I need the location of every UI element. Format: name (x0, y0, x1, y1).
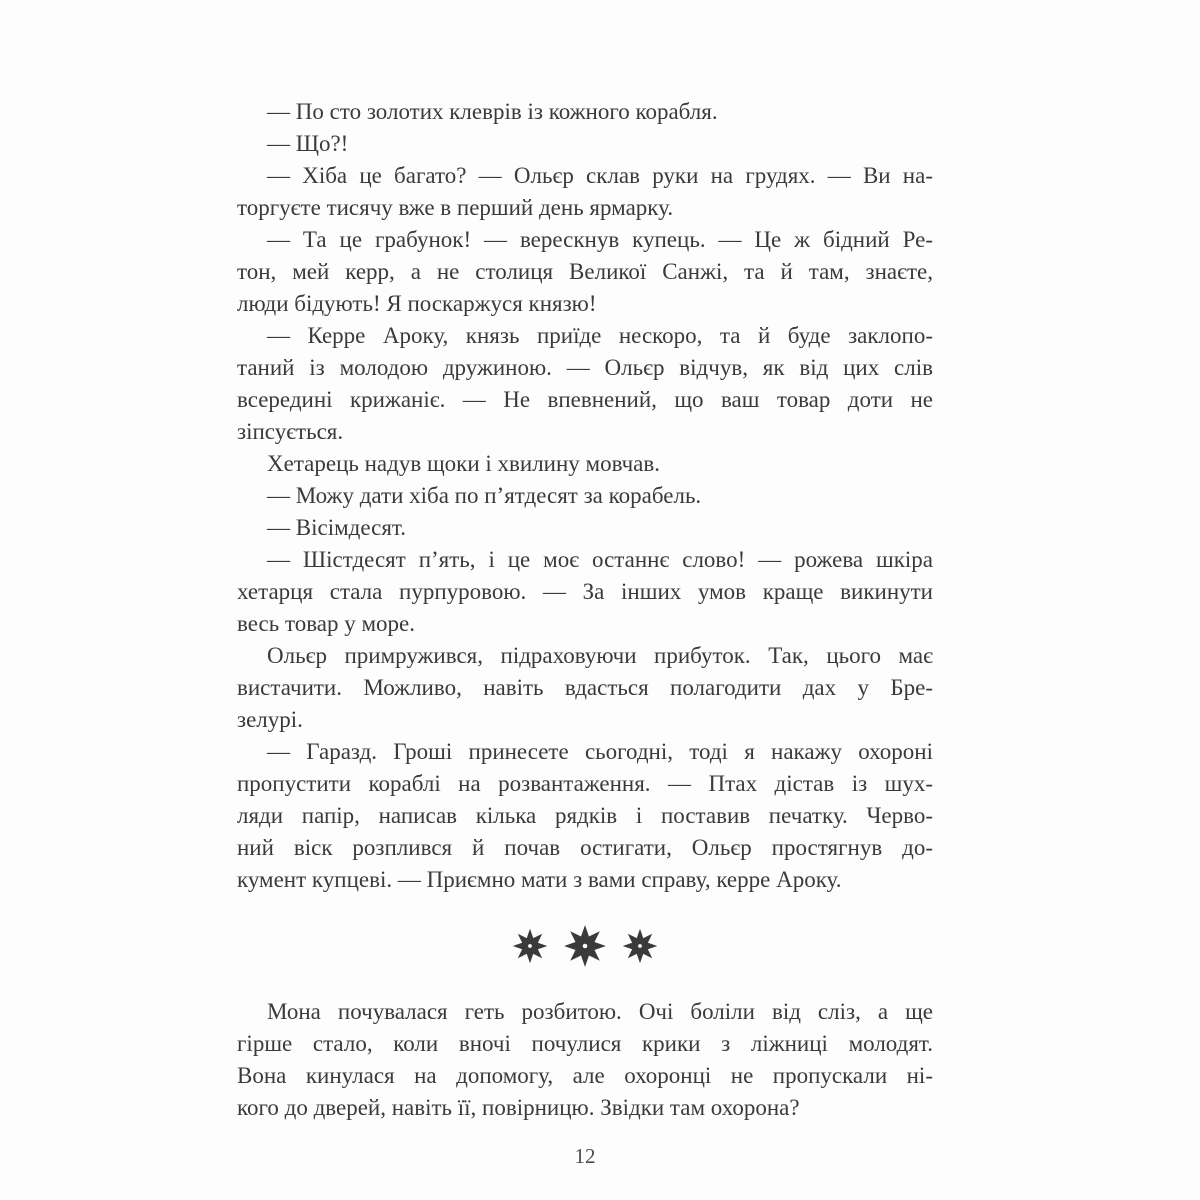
paragraph (237, 640, 933, 736)
text-line: Ольєр примружився, підраховуючи прибуток. Так, цього має (267, 643, 933, 668)
section-separator (237, 896, 933, 996)
text-line: торгуєте тисячу вже в перший день ярмарку. (237, 195, 674, 220)
body-text (237, 96, 933, 1124)
star-separator-icon (562, 923, 608, 969)
star-separator-icon (621, 927, 659, 965)
paragraph (237, 448, 933, 480)
text-line: — Шістдесят п’ять, і це моє останнє слово! — рожева шкіра (267, 547, 933, 572)
text-line: Мона почувалася геть розбитою. Очі боліли від сліз, а ще (267, 999, 933, 1024)
paragraph (237, 512, 933, 544)
paragraph (237, 320, 933, 448)
text-line: Вона кинулася на допомогу, але охоронці не пропускали ні- (237, 1063, 933, 1088)
text-line: — Керре Ароку, князь приїде нескоро, та й буде заклопо- (267, 323, 933, 348)
text-line: пропустити кораблі на розвантаження. — Птах дістав із шух- (237, 771, 933, 796)
paragraph (237, 544, 933, 640)
text-line: — Вісімдесят. (267, 515, 406, 540)
text-line: всередині крижаніє. — Не впевнений, що ваш товар доти не (237, 387, 933, 412)
paragraph (237, 480, 933, 512)
text-line: — По сто золотих клеврів із кожного корабля. (267, 99, 718, 124)
text-line: весь товар у море. (237, 611, 415, 636)
page-number: 12 (574, 1144, 596, 1168)
paragraph (237, 160, 933, 224)
text-line: — Гаразд. Гроші принесете сьогодні, тоді я накажу охороні (267, 739, 933, 764)
star-separator-icon (511, 927, 549, 965)
text-line: — Що?! (267, 131, 349, 156)
text-line: тон, мей керр, а не столиця Великої Санжі, та й там, знаєте, (237, 259, 933, 284)
paragraph (237, 996, 933, 1124)
text-line: — Хіба це багато? — Ольєр склав руки на грудях. — Ви на- (267, 163, 933, 188)
paragraph (237, 224, 933, 320)
text-line: зелурі. (237, 707, 303, 732)
text-line: кого до дверей, навіть її, повірницю. Звідки там охорона? (237, 1095, 800, 1120)
text-line: ний віск розплився й почав остигати, Ольєр простягнув до- (237, 835, 933, 860)
paragraph (237, 736, 933, 896)
paragraph (237, 96, 933, 128)
text-line: люди бідують! Я поскаржуся князю! (237, 291, 597, 316)
text-line: зіпсується. (237, 419, 344, 444)
text-line: — Та це грабунок! — верескнув купець. — Це ж бідний Ре- (267, 227, 933, 252)
text-line: таний із молодою дружиною. — Ольєр відчув, як від цих слів (237, 355, 933, 380)
text-line: хетарця стала пурпуровою. — За інших умов краще викинути (237, 579, 933, 604)
paragraph (237, 128, 933, 160)
text-line: Хетарець надув щоки і хвилину мовчав. (267, 451, 660, 476)
text-line: кумент купцеві. — Приємно мати з вами справу, керре Ароку. (237, 867, 842, 892)
text-line: ляди папір, написав кілька рядків і поставив печатку. Черво- (237, 803, 933, 828)
text-line: — Можу дати хіба по п’ятдесят за корабель. (267, 483, 702, 508)
text-line: вистачити. Можливо, навіть вдасться полагодити дах у Бре- (237, 675, 933, 700)
text-line: гірше стало, коли вночі почулися крики з ліжниці молодят. (237, 1031, 933, 1056)
